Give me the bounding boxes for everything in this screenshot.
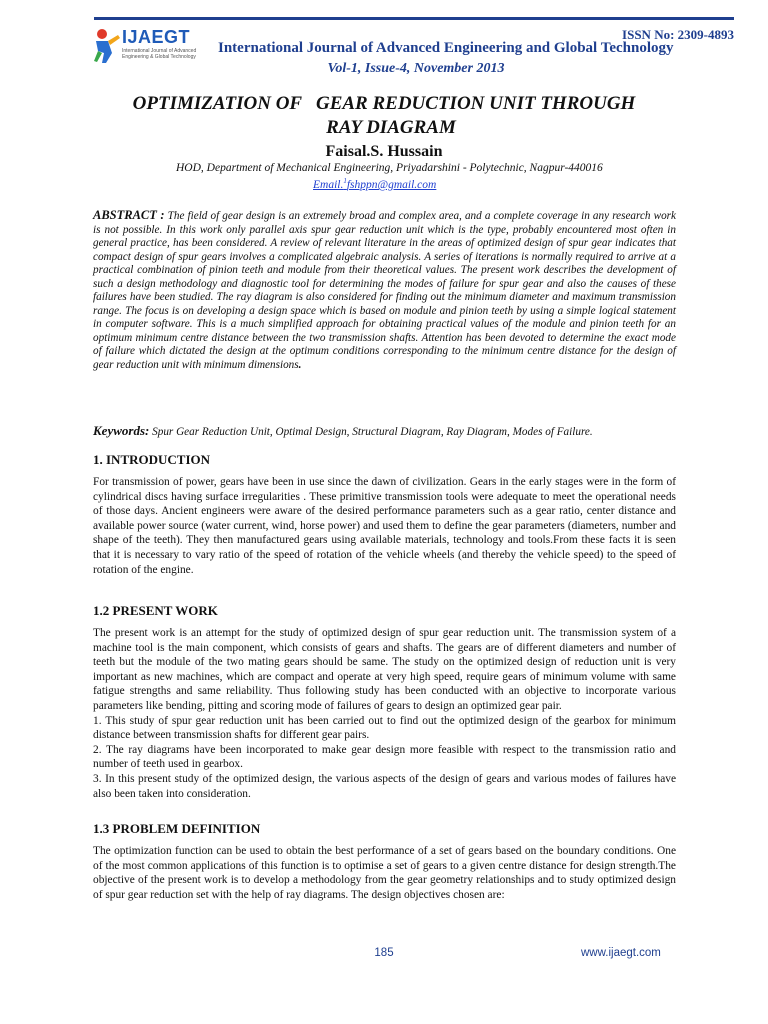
author-email-link[interactable] (313, 177, 436, 191)
present-work-item-1: 1. This study of spur gear reduction unit has been carried out to find out the optimized design of the gearbox for minimum distance between transmission shafts for different gear pairs. (93, 714, 676, 742)
present-work-text: The present work is an attempt for the study of optimized design of spur gear reduction unit. The transmission system of a machine tool is the main component, which consists of gears and shafts. The gears are of different diameters and number of teeth but the module of the two mating gears should be same. The study on the optimized design of reduction unit is very important as new machines, which are compact and operate at very high speed, require gears of minimum volume with same fatigue strengths and same reliability. Thus following study has been conducted with an objective to incorporate various parameters like bending, pitting and scoring mode of failures of gears to design an optimized gear pair. (93, 627, 676, 712)
journal-logo (92, 27, 202, 65)
title-line-2: RAY DIAGRAM (326, 117, 456, 138)
problem-definition-heading: 1.3 PROBLEM DEFINITION (93, 821, 261, 836)
keywords-text: Spur Gear Reduction Unit, Optimal Design, Structural Diagram, Ray Diagram, Modes of Failure. (149, 426, 593, 438)
email-prefix: Email. (313, 178, 344, 191)
abstract-end: . (298, 358, 302, 371)
present-work-paragraph (93, 626, 676, 801)
abstract-block (93, 209, 676, 372)
paper-title (0, 92, 768, 140)
present-work-heading: 1.2 PRESENT WORK (93, 603, 218, 618)
logo-wordmark: IJAEGT (122, 27, 191, 47)
volume-text: Vol-1, Issue-4, November 2013 (327, 61, 505, 76)
problem-definition-text: The optimization function can be used to obtain the best performance of a set of gears based on the boundary conditions. One of the most common applications of this function is to optimise a set of gears to a given centre distance for design strength.The objective of the present work is to develop a methodology from the gear geometry relationships and to study optimized design of spur gear reduction set with the help of ray diagrams. The design objectives chosen are: (93, 845, 676, 901)
abstract-text: The field of gear design is an extremely broad and complex area, and a complete coverage in any research work is not possible. In this work only parallel axis spur gear reduction unit which is the type, probably encountered most often in general practice, has been considered. A review of relevant literature in the areas of optimized design of spur gear indicates that compact design of spur gears involves a complicated algebraic analysis. A series of iterations is normally required to arrive at a practical combination of pinion teeth and module from their theoretical values. The present work describes the development of such a design methodology and diagnostic tool for determining the modes of failure for spur gear and also the causes of these failures have been studied. The ray diagram is also considered for finding out the minimum diameter and maximum transmission range. The focus is on developing a design space which is based on module and pinion teeth by using a simple logical statement in computer software. This is a much simplified approach for obtaining practical values of the module and pinion teeth for an optimum minimum centre distance between the two transmission shafts. Attention has been devoted to determine the exact mode of failure which dictated the design at the optimum conditions corresponding to the minimum centre distance for the design of gear reduction unit with minimum dimensions (93, 210, 676, 371)
abstract-label: ABSTRACT : (93, 208, 165, 222)
author-affiliation: HOD, Department of Mechanical Engineering, Priyadarshini - Polytechnic, Nagpur-440016 (176, 162, 603, 174)
journal-name: International Journal of Advanced Engineering and Global Technology (218, 40, 674, 56)
introduction-paragraph (93, 475, 676, 577)
header-rule (94, 17, 734, 20)
volume-line (0, 61, 768, 77)
keywords-label: Keywords (93, 423, 145, 438)
introduction-heading: 1. INTRODUCTION (93, 452, 211, 467)
present-work-item-2: 2. The ray diagrams have been incorporated to make gear design more feasible with respect to the transmission ratio and number of teeth used in gearbox. (93, 743, 676, 771)
keywords-colon: : (145, 423, 150, 438)
logo-figure-icon (92, 27, 122, 65)
logo-subtitle: International Journal of Advanced Engineering & Global Technology (122, 48, 197, 60)
keywords-block (93, 423, 693, 439)
issn-label: ISSN No: 2309-4893 (622, 27, 734, 42)
author-name: Faisal.S. Hussain (325, 143, 443, 160)
page-number: 185 (374, 947, 394, 959)
email-superscript: 1 (343, 177, 347, 185)
title-line-1: OPTIMIZATION OF GEAR REDUCTION UNIT THROUGH (132, 93, 636, 114)
introduction-text: For transmission of power, gears have been in use since the dawn of civilization. Gears in the early stages were in the form of cylindrical discs having surface irregularities . These primitive transmission tools were adequate to meet the operational needs of those days. Ancient engineers were aware of the desired performance parameters such as a gear ratio, center distance and available power source (water current, wind, horse power) and used them to define the gear parameters (diameters, number and shape of the teeth). They then manufactured gears using available materials, technology and tools.From these facts it is seen that it is necessary to vary ratio of the speed of rotation of the vehicle wheels (and thereby the vehicle speed) to the speed of rotation of the engine. (93, 476, 676, 576)
present-work-item-3: 3. In this present study of the optimized design, the various aspects of the design of gears and various modes of failures have also been taken into consideration. (93, 772, 676, 800)
problem-definition-paragraph (93, 844, 676, 902)
footer-website-link[interactable]: www.ijaegt.com (581, 947, 661, 959)
email-address: fshppn@gmail.com (346, 178, 437, 191)
